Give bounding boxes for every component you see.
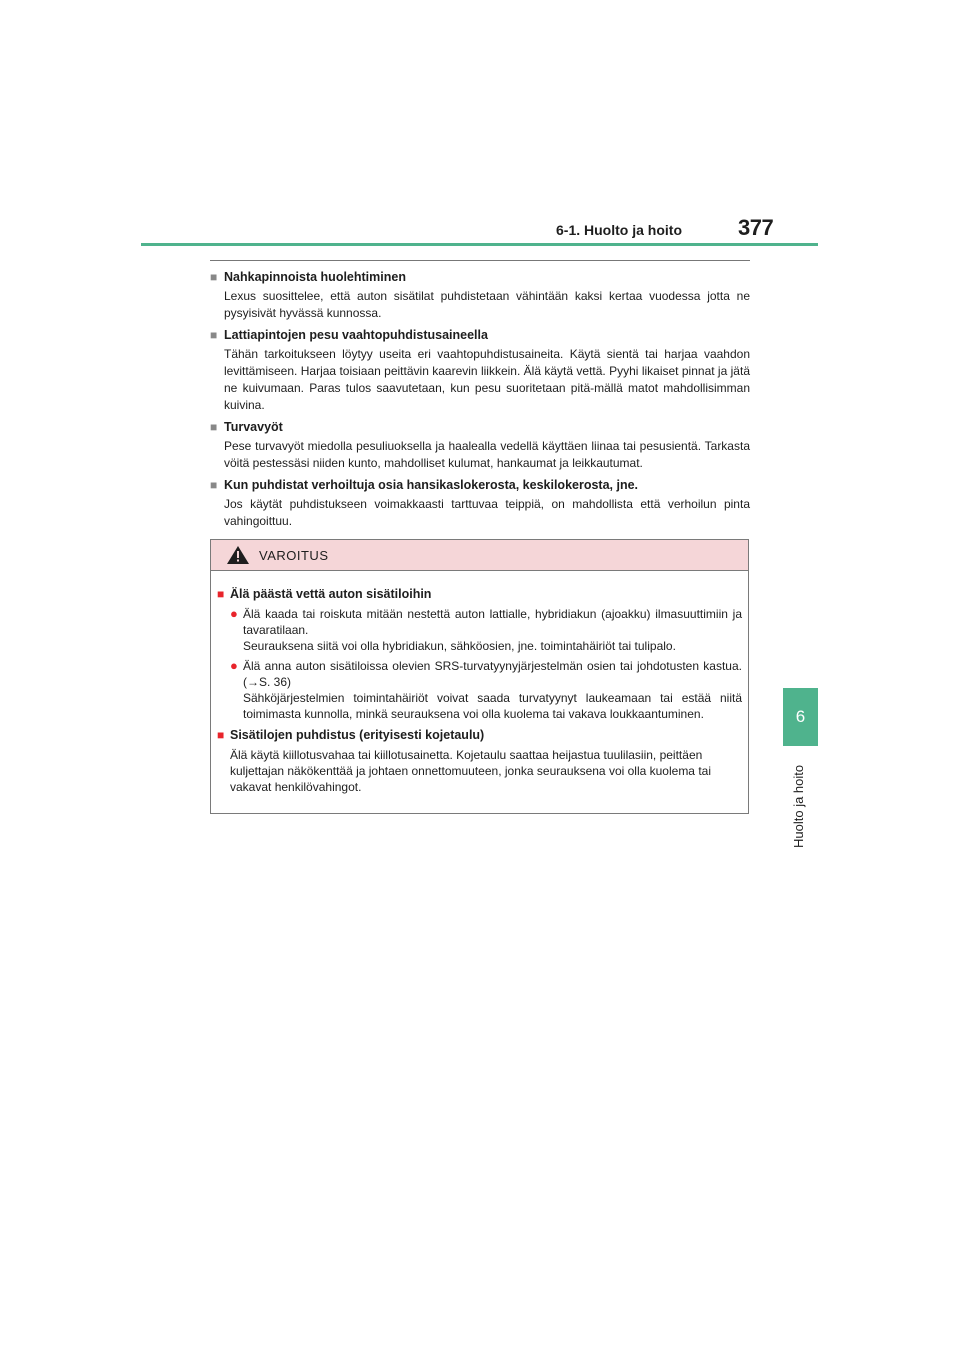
warning-bullet [230,606,742,654]
square-bullet-icon: ■ [210,478,218,492]
section-title: 6-1. Huolto ja hoito [556,222,682,238]
item-upholstery [210,476,750,530]
item-title: Turvavyöt [224,420,283,434]
chapter-tab: 6 [783,688,818,746]
circle-bullet-icon: ● [230,658,238,673]
content [210,268,750,534]
item-title: Nahkapinnoista huolehtiminen [224,270,406,284]
bullet-text: Älä kaada tai roiskuta mitään nestettä auton lattialle, hybridiakun (ajoakku) ilmasuuttimiin ja tavaratilaan. [243,607,742,637]
warning-triangle-icon [227,546,249,564]
bullet-text: Sähköjärjestelmien toimintahäiriöt voivat saada turvatyynyt laukeamaan tai estää niitä toimimasta kunnolla, minkä seurauksena voi olla kuolema tai vakava loukkaantuminen. [243,691,742,721]
item-body: Pese turvavyöt miedolla pesuliuoksella ja haalealla vedellä käyttäen liinaa tai pesusientä. Tarkasta vöitä pestessäsi niiden kunto, mahdolliset kulumat, hankaumat ja leikkautumat. [224,439,750,470]
item-seatbelts [210,418,750,472]
page-number: 377 [738,215,774,240]
item-body: Jos käytät puhdistukseen voimakkaasti tarttuvaa teippiä, on mahdollista että verhoilun pinta vahingoittuu. [224,497,750,528]
item-title: Lattiapintojen pesu vaahtopuhdistusaineella [224,328,488,342]
bullet-text: Älä anna auton sisätiloissa olevien SRS-turvatyynyjärjestelmän osien tai johdotusten kastua. (→S. 36) [243,659,742,689]
warning-section-title: Sisätilojen puhdistus (erityisesti kojetaulu) [230,728,485,742]
warning-section-title: Älä päästä vettä auton sisätiloihin [230,587,432,601]
bullet-text: Seurauksena siitä voi olla hybridiakun, sähköosien, jne. toimintahäiriöt tai tulipalo. [243,639,676,653]
square-bullet-icon: ■ [210,328,218,342]
square-bullet-icon: ■ [217,728,225,742]
square-bullet-icon: ■ [217,587,225,601]
item-title: Kun puhdistat verhoiltuja osia hansikaslokerosta, keskilokerosta, jne. [224,478,639,492]
square-bullet-icon: ■ [210,270,218,284]
warning-body [211,571,748,795]
warning-bullet [230,658,742,722]
content-top-rule [210,260,750,261]
square-bullet-icon: ■ [210,420,218,434]
header-rule [141,243,818,246]
chapter-label: Huolto ja hoito [791,764,806,848]
item-body: Tähän tarkoitukseen löytyy useita eri vaahtopuhdistusaineita. Käytä sientä tai harjaa vaahdon levittämiseen. Harjaa toisiaan peittävin kaarevin liikkein. Älä käytä vettä. Pyyhi likaiset pinnat ja jätä ne kuivumaan. Paras tulos saavutetaan, kun pesu suoritetaan pitä-mällä matot mahdollisimman kuivina. [224,347,750,412]
warning-header [211,540,748,571]
item-body: Lexus suosittelee, että auton sisätilat puhdistetaan vähintään kaksi kertaa vuodessa jotta ne pysyisivät hyvässä kunnossa. [224,289,750,320]
warning-box [210,539,749,814]
item-leather [210,268,750,322]
warning-title: VAROITUS [259,547,329,563]
circle-bullet-icon: ● [230,606,238,621]
warning-paragraph: Älä käytä kiillotusvahaa tai kiillotusainetta. Kojetaulu saattaa heijastua tuulilasiin, peittäen kuljettajan näkökenttää ja johtaen onnettomuuteen, jonka seurauksena voi olla kuolema tai vakavat henkilövahingot. [230,748,711,794]
item-floor [210,326,750,414]
